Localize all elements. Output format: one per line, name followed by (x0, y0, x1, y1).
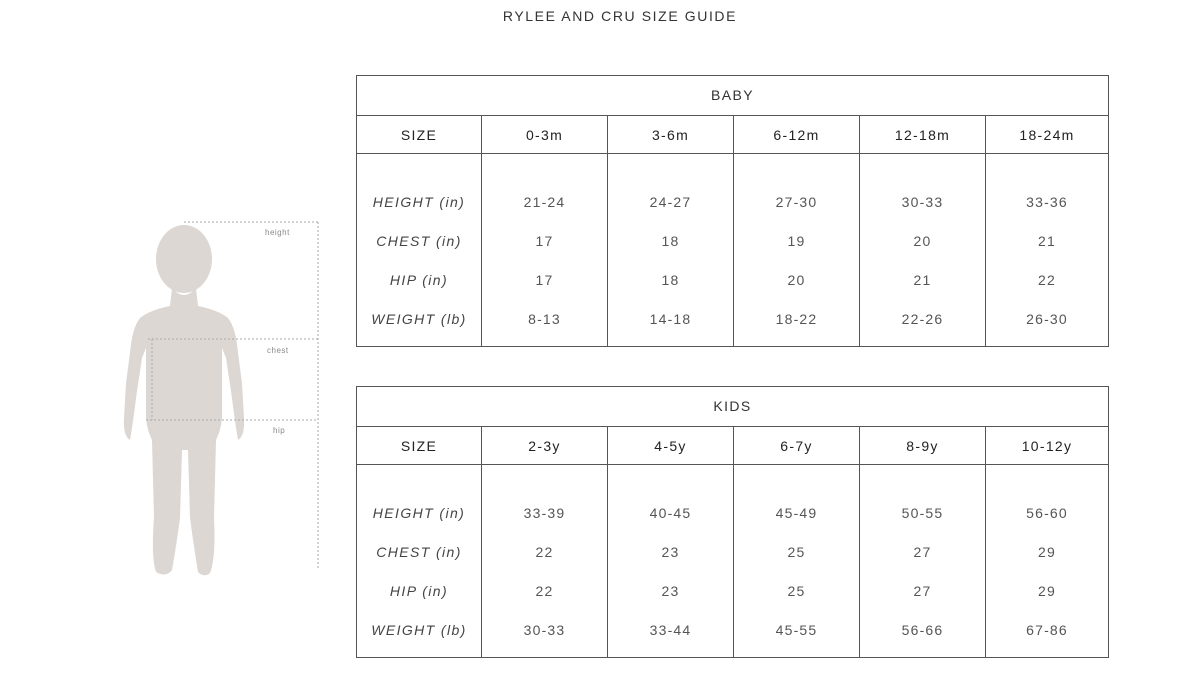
table-cell: 33-44 (649, 621, 692, 638)
child-measurement-figure (118, 218, 328, 578)
table-cell: 25 (787, 582, 806, 599)
row-label-weight: WEIGHT (lb) (371, 310, 467, 327)
size-column (986, 427, 1108, 658)
table-cell: 22 (535, 582, 554, 599)
child-silhouette-icon (118, 218, 328, 578)
height-guide-label: height (265, 228, 290, 237)
table-cell: 56-66 (901, 621, 944, 638)
size-column-header: 12-18m (860, 116, 985, 154)
size-column-header: 18-24m (986, 116, 1108, 154)
table-cell: 27 (913, 582, 932, 599)
table-cell: 45-55 (775, 621, 818, 638)
table-cell: 17 (535, 271, 554, 288)
size-column (986, 116, 1108, 347)
row-label-weight: WEIGHT (lb) (371, 621, 467, 638)
size-column-header: 3-6m (608, 116, 733, 154)
table-cell: 30-33 (901, 193, 944, 210)
table-cell: 27-30 (775, 193, 818, 210)
table-cell: 8-13 (528, 310, 561, 327)
size-column (608, 427, 734, 658)
row-label-column (357, 116, 482, 347)
chest-guide-label: chest (267, 346, 289, 355)
table-cell: 24-27 (649, 193, 692, 210)
table-cell: 25 (787, 543, 806, 560)
size-column-header: 8-9y (860, 427, 985, 465)
table-cell: 17 (535, 232, 554, 249)
size-column (860, 427, 986, 658)
baby-size-table (356, 75, 1109, 347)
row-label-height: HEIGHT (in) (372, 193, 466, 210)
table-cell: 26-30 (1026, 310, 1068, 327)
row-label-hip: HIP (in) (389, 582, 449, 599)
row-label-chest: CHEST (in) (376, 543, 462, 560)
table-cell: 29 (1038, 582, 1056, 599)
size-column (608, 116, 734, 347)
row-label-chest: CHEST (in) (376, 232, 462, 249)
size-column (734, 427, 860, 658)
table-cell: 33-39 (523, 504, 566, 521)
size-column (482, 116, 608, 347)
table-cell: 27 (913, 543, 932, 560)
row-label-height: HEIGHT (in) (372, 504, 466, 521)
table-cell: 14-18 (649, 310, 692, 327)
baby-table-heading: BABY (357, 76, 1108, 116)
table-cell: 22-26 (901, 310, 944, 327)
size-column-header: 10-12y (986, 427, 1108, 465)
size-column (860, 116, 986, 347)
table-cell: 22 (1038, 271, 1056, 288)
table-cell: 19 (787, 232, 806, 249)
table-cell: 30-33 (523, 621, 566, 638)
size-header: SIZE (357, 427, 481, 465)
size-header: SIZE (357, 116, 481, 154)
kids-table-heading: KIDS (357, 387, 1108, 427)
table-cell: 21 (1038, 232, 1056, 249)
table-cell: 45-49 (775, 504, 818, 521)
table-cell: 67-86 (1026, 621, 1068, 638)
table-cell: 56-60 (1026, 504, 1068, 521)
size-column-header: 0-3m (482, 116, 607, 154)
row-label-hip: HIP (in) (389, 271, 449, 288)
table-cell: 21 (913, 271, 932, 288)
table-cell: 18 (661, 232, 680, 249)
size-column (482, 427, 608, 658)
size-column-header: 6-7y (734, 427, 859, 465)
table-cell: 29 (1038, 543, 1056, 560)
size-column-header: 2-3y (482, 427, 607, 465)
table-cell: 40-45 (649, 504, 692, 521)
kids-size-table (356, 386, 1109, 658)
hip-guide-label: hip (273, 426, 286, 435)
table-cell: 18 (661, 271, 680, 288)
size-column (734, 116, 860, 347)
table-cell: 18-22 (775, 310, 818, 327)
row-label-column (357, 427, 482, 658)
table-cell: 22 (535, 543, 554, 560)
table-cell: 21-24 (523, 193, 566, 210)
page-title: RYLEE AND CRU SIZE GUIDE (502, 8, 738, 24)
table-cell: 50-55 (901, 504, 944, 521)
size-column-header: 4-5y (608, 427, 733, 465)
table-cell: 20 (913, 232, 932, 249)
table-cell: 23 (661, 582, 680, 599)
size-column-header: 6-12m (734, 116, 859, 154)
table-cell: 20 (787, 271, 806, 288)
table-cell: 23 (661, 543, 680, 560)
table-cell: 33-36 (1026, 193, 1068, 210)
